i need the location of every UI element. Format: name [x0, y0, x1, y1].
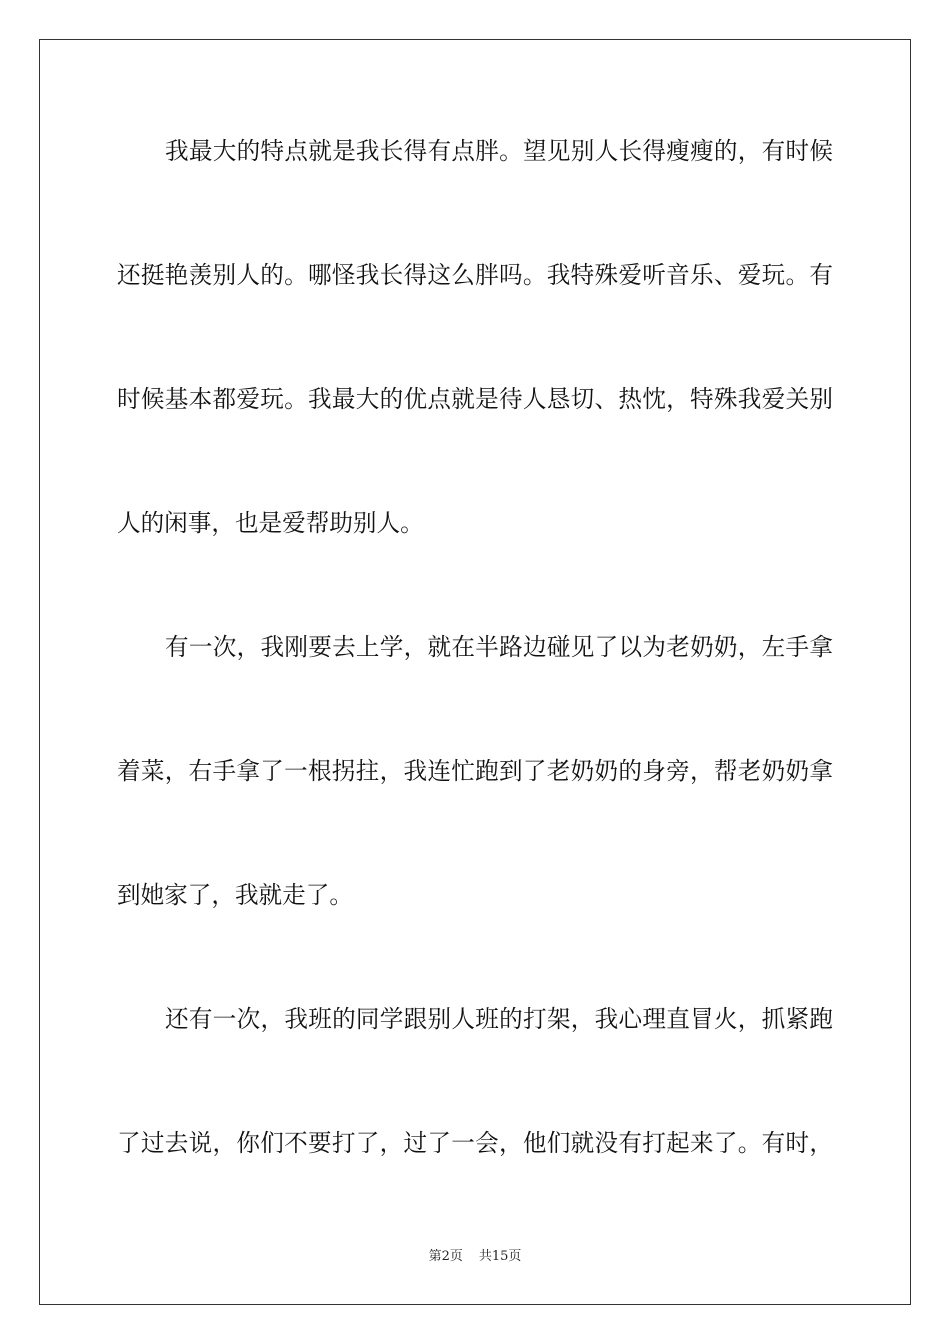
paragraph-1-line-2: 还挺艳羡别人的。哪怪我长得这么胖吗。我特殊爱听音乐、爱玩。有 — [117, 261, 833, 289]
paragraph-3-line-1: 还有一次，我班的同学跟别人班的打架，我心理直冒火，抓紧跑 — [165, 1005, 833, 1033]
page-number: 第2页 — [428, 1249, 463, 1264]
paragraph-1-line-3: 时候基本都爱玩。我最大的优点就是待人恳切、热忱，特殊我爱关别 — [117, 385, 833, 413]
paragraph-2-line-3: 到她家了，我就走了。 — [117, 881, 353, 909]
page-total: 共15页 — [478, 1249, 522, 1264]
page-footer — [0, 1248, 950, 1266]
paragraph-3-line-2: 了过去说，你们不要打了，过了一会，他们就没有打起来了。有时， — [117, 1129, 833, 1157]
paragraph-1-line-1: 我最大的特点就是我长得有点胖。望见别人长得瘦瘦的，有时候 — [165, 137, 833, 165]
paragraph-2-line-2: 着菜，右手拿了一根拐拄，我连忙跑到了老奶奶的身旁，帮老奶奶拿 — [117, 757, 833, 785]
paragraph-2-line-1: 有一次，我刚要去上学，就在半路边碰见了以为老奶奶，左手拿 — [165, 633, 833, 661]
paragraph-1-line-4: 人的闲事，也是爱帮助别人。 — [117, 509, 424, 537]
page-border — [39, 39, 911, 1305]
